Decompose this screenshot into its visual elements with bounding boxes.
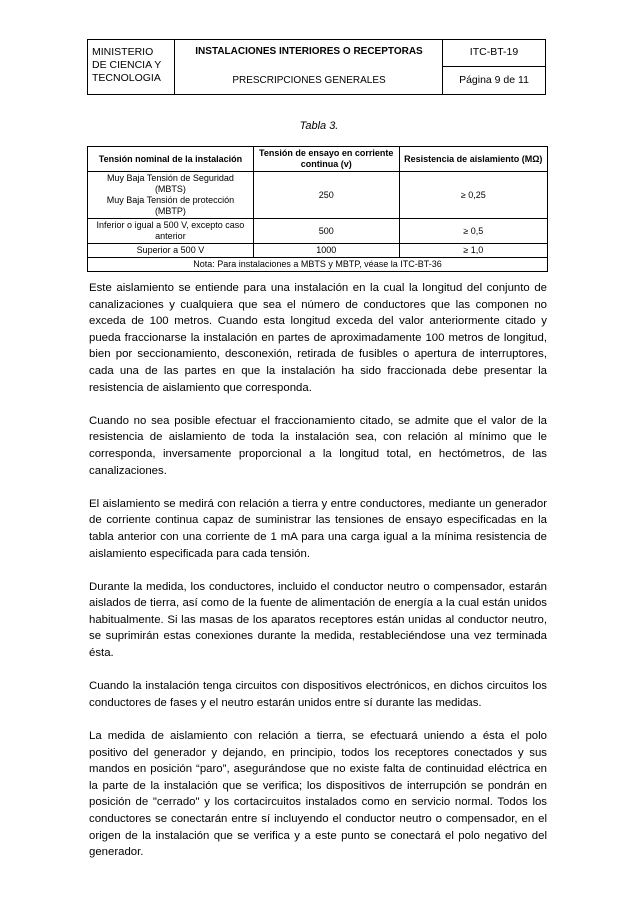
ministry-name: [92, 46, 161, 85]
header-ministry-cell: [88, 40, 175, 94]
paragraph: Durante la medida, los conductores, incluido el conductor neutro o compensador, estarán aislados de tierra, así como de la fuente de alimentación de energía a la cual están unidos habitualmente. Si las masas de los aparatos receptores están unidas al conductor neutro, se suprimirán estas conexiones durante la medida, restableciéndose una vez terminada ésta.: [89, 580, 547, 660]
cell-resistance: ≥ 0,25: [399, 172, 547, 219]
cell-resistance: ≥ 1,0: [399, 244, 547, 258]
document-code: ITC-BT-19: [469, 46, 519, 58]
cell-line: Inferior o igual a 500 V, excepto caso: [96, 220, 245, 230]
header-test-voltage: Tensión de ensayo en corriente continua (v): [253, 147, 399, 172]
cell-nominal: [88, 219, 254, 244]
body-text: [89, 280, 547, 877]
header-divider: [443, 66, 545, 67]
page-header: [87, 39, 546, 95]
cell-line: Muy Baja Tensión de Seguridad: [106, 173, 234, 183]
paragraph: Cuando no sea posible efectuar el fraccionamiento citado, se admite que el valor de la resistencia de aislamiento de toda la instalación sea, con relación al mínimo que le corresponda, inversamente proporcional a la longitud total, en hectómetros, de las canalizaciones.: [89, 414, 547, 477]
cell-resistance: ≥ 0,5: [399, 219, 547, 244]
header-insulation-resistance: Resistencia de aislamiento (MΩ): [399, 147, 547, 172]
ministry-line: DE CIENCIA Y: [92, 59, 162, 71]
table-note: Nota: Para instalaciones a MBTS y MBTP, véase la ITC-BT-36: [88, 258, 548, 272]
table-header-row: [88, 147, 548, 172]
table-row: [88, 172, 548, 219]
table-row: [88, 219, 548, 244]
header-code-cell: [443, 40, 545, 94]
table-note-row: [88, 258, 548, 272]
document-title: INSTALACIONES INTERIORES O RECEPTORAS: [195, 46, 423, 57]
cell-line: Muy Baja Tensión de protección: [106, 195, 235, 205]
cell-test-voltage: 1000: [253, 244, 399, 258]
cell-line: anterior: [155, 231, 186, 241]
document-subtitle: PRESCRIPCIONES GENERALES: [232, 75, 386, 86]
header-title-cell: [175, 40, 443, 94]
cell-nominal: Superior a 500 V: [88, 244, 254, 258]
paragraph: El aislamiento se medirá con relación a tierra y entre conductores, mediante un generador de corriente continua capaz de suministrar las tensiones de ensayo especificadas en la tabla anterior con una corriente de 1 mA para una carga igual a la mínima resistencia de aislamiento especificada para cada tensión.: [89, 497, 547, 560]
table-caption: Tabla 3.: [299, 120, 339, 132]
cell-nominal: [88, 172, 254, 219]
insulation-table: [87, 146, 548, 272]
page-number: Página 9 de 11: [459, 74, 529, 86]
paragraph: Cuando la instalación tenga circuitos con dispositivos electrónicos, en dichos circuitos los conductores de fases y el neutro estarán unidos entre sí durante las medidas.: [89, 680, 547, 709]
table-row: [88, 244, 548, 258]
paragraph: Este aislamiento se entiende para una instalación en la cual la longitud del conjunto de canalizaciones y cualquiera que sea el número de conductores que las componen no exceda de 100 metros. Cuando esta longitud exceda del valor anteriormente citado y pueda fraccionarse la instalación en partes de aproximadamente 100 metros de longitud, bien por seccionamiento, desconexión, retirada de fusibles o apertura de interruptores, cada una de las partes en que la instalación ha sido fraccionada debe presentar la resistencia de aislamiento que corresponda.: [89, 282, 547, 394]
header-nominal-voltage: Tensión nominal de la instalación: [88, 147, 254, 172]
cell-line: (MBTP): [154, 206, 186, 216]
cell-test-voltage: 500: [253, 219, 399, 244]
ministry-line: MINISTERIO: [92, 46, 154, 58]
cell-test-voltage: 250: [253, 172, 399, 219]
paragraph: La medida de aislamiento con relación a tierra, se efectuará uniendo a ésta el polo positivo del generador y dejando, en principio, todos los receptores conectados y sus mandos en posición “paro”, asegurándose que no existe falta de continuidad eléctrica en la parte de la instalación que se verifica; los dispositivos de interrupción se pondrán en posición de "cerrado" y los cortacircuitos instalados como en servicio normal. Todos los conductores se conectarán entre sí incluyendo el conductor neutro o compensador, en el origen de la instalación que se verifica y a este punto se conectará el polo negativo del generador.: [89, 730, 547, 859]
ministry-line: TECNOLOGIA: [92, 72, 161, 84]
cell-line: (MBTS): [154, 184, 186, 194]
